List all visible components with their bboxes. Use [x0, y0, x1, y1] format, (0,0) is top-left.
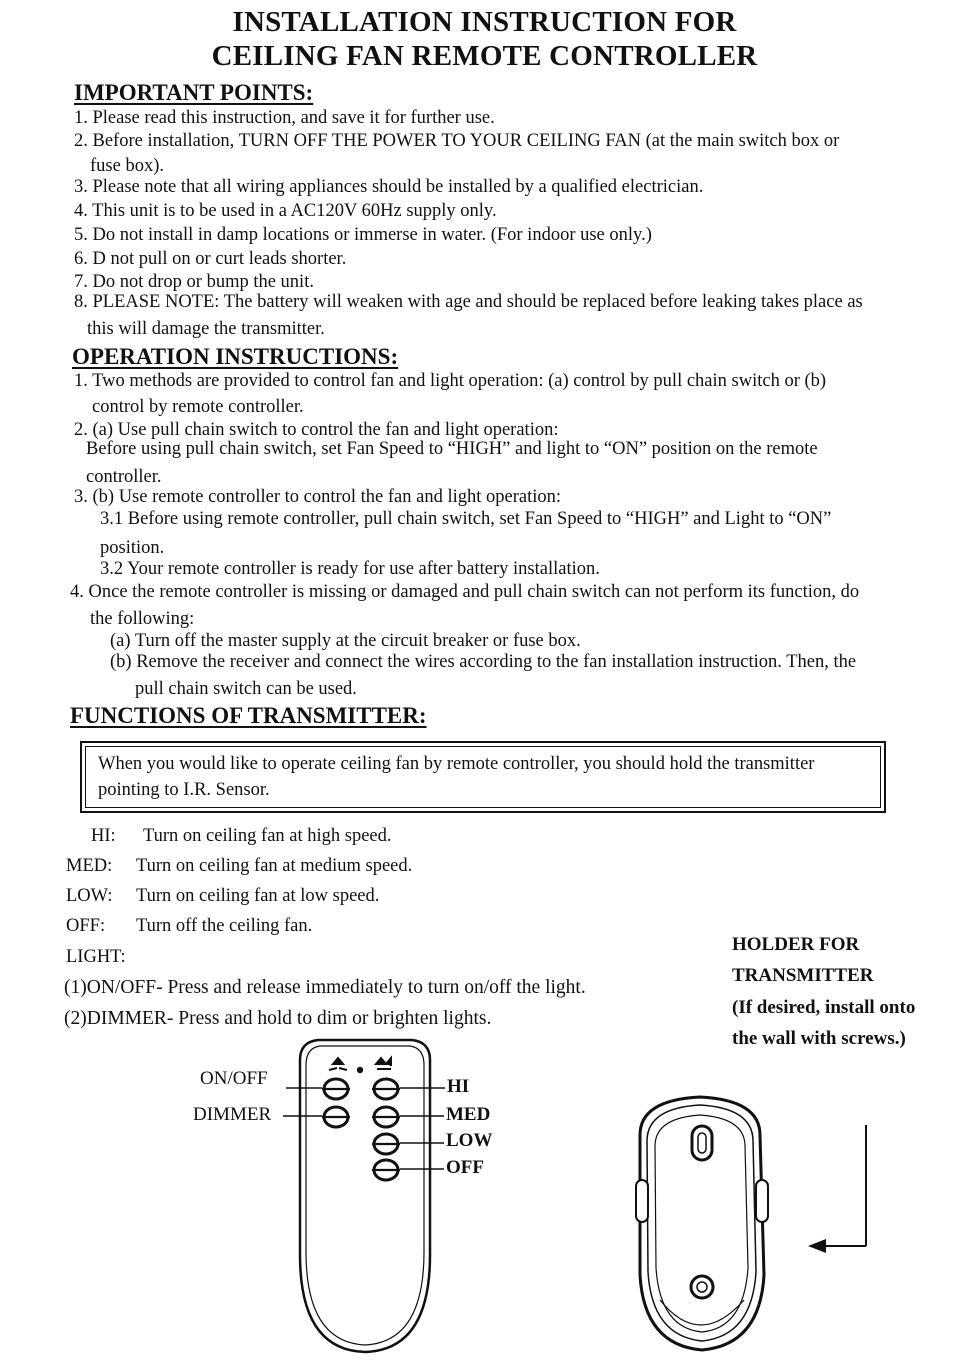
operation-instructions-heading: OPERATION INSTRUCTIONS: — [72, 344, 399, 369]
important-line-2: 2. Before installation, TURN OFF THE POWER TO YOUR CEILING FAN (at the main switch box or — [74, 131, 840, 151]
important-line-5: 5. Do not install in damp locations or immerse in water. (For indoor use only.) — [74, 225, 652, 245]
function-key-hi: HI: — [91, 826, 116, 846]
operation-line-3: 3. (b) Use remote controller to control the fan and light operation: — [74, 487, 562, 507]
function-key-off: OFF: — [66, 916, 106, 936]
remote-label-on-off: ON/OFF — [200, 1068, 268, 1089]
remote-label-off: OFF — [446, 1157, 484, 1178]
operation-line-3-1-cont: position. — [100, 538, 165, 558]
operation-line-4b-cont: pull chain switch can be used. — [135, 679, 357, 699]
operation-line-4a: (a) Turn off the master supply at the circuit breaker or fuse box. — [110, 631, 581, 651]
holder-label-line-2: TRANSMITTER — [732, 965, 874, 986]
important-line-1: 1. Please read this instruction, and save it for further use. — [74, 108, 495, 128]
remote-label-med: MED — [446, 1104, 491, 1125]
important-line-4: 4. This unit is to be used in a AC120V 60Hz supply only. — [74, 201, 497, 221]
remote-label-low: LOW — [446, 1130, 493, 1151]
operation-line-1: 1. Two methods are provided to control fan and light operation: (a) control by pull chain switch or (b) — [74, 371, 827, 391]
holder-label-line-1: HOLDER FOR — [732, 934, 860, 955]
operation-line-4: 4. Once the remote controller is missing or damaged and pull chain switch can not perform its function, do — [70, 582, 860, 602]
light-item-dimmer: (2)DIMMER- Press and hold to dim or brighten lights. — [64, 1008, 492, 1029]
arrow-icon — [808, 1125, 866, 1253]
holder-label-line-3: (If desired, install onto — [732, 997, 916, 1018]
remote-label-dimmer: DIMMER — [193, 1104, 272, 1125]
operation-line-4-cont: the following: — [90, 609, 195, 629]
operation-line-2-cont: controller. — [86, 467, 162, 487]
remote-label-hi: HI — [447, 1076, 470, 1097]
function-desc-med: Turn on ceiling fan at medium speed. — [136, 856, 413, 876]
operation-line-3-1: 3.1 Before using remote controller, pull chain switch, set Fan Speed to “HIGH” and Light to “ON” — [100, 509, 832, 529]
important-points-heading: IMPORTANT POINTS: — [74, 80, 314, 105]
important-line-2-cont: fuse box). — [90, 156, 164, 176]
operation-line-2: 2. (a) Use pull chain switch to control the fan and light operation: — [74, 420, 559, 440]
function-key-low: LOW: — [66, 886, 113, 906]
function-desc-low: Turn on ceiling fan at low speed. — [136, 886, 380, 906]
important-line-3: 3. Please note that all wiring appliances should be installed by a qualified electrician. — [74, 177, 704, 197]
transmitter-note-line-2: pointing to I.R. Sensor. — [98, 780, 270, 800]
page-title-line-2: CEILING FAN REMOTE CONTROLLER — [211, 40, 758, 72]
page-title-line-1: INSTALLATION INSTRUCTION FOR — [232, 6, 737, 38]
function-desc-hi: Turn on ceiling fan at high speed. — [143, 826, 392, 846]
transmitter-note-line-1: When you would like to operate ceiling fan by remote controller, you should hold the transmitter — [98, 754, 815, 774]
light-label: LIGHT: — [66, 947, 126, 967]
light-item-on-off: (1)ON/OFF- Press and release immediately to turn on/off the light. — [64, 977, 586, 998]
operation-line-1-cont: control by remote controller. — [92, 397, 304, 417]
important-line-7: 7. Do not drop or bump the unit. — [74, 272, 314, 292]
important-line-8-cont: this will damage the transmitter. — [87, 319, 325, 339]
important-line-8: 8. PLEASE NOTE: The battery will weaken with age and should be replaced before leaking takes place as — [74, 292, 863, 312]
operation-line-3-2: 3.2 Your remote controller is ready for use after battery installation. — [100, 559, 600, 579]
important-line-6: 6. D not pull on or curt leads shorter. — [74, 249, 347, 269]
operation-line-2-body: Before using pull chain switch, set Fan Speed to “HIGH” and light to “ON” position on the remote — [86, 439, 818, 459]
function-key-med: MED: — [66, 856, 113, 876]
function-desc-off: Turn off the ceiling fan. — [136, 916, 313, 936]
functions-heading: FUNCTIONS OF TRANSMITTER: — [70, 703, 427, 728]
operation-line-4b: (b) Remove the receiver and connect the wires according to the fan installation instruction. Then, the — [110, 652, 857, 672]
holder-label-line-4: the wall with screws.) — [732, 1028, 906, 1049]
